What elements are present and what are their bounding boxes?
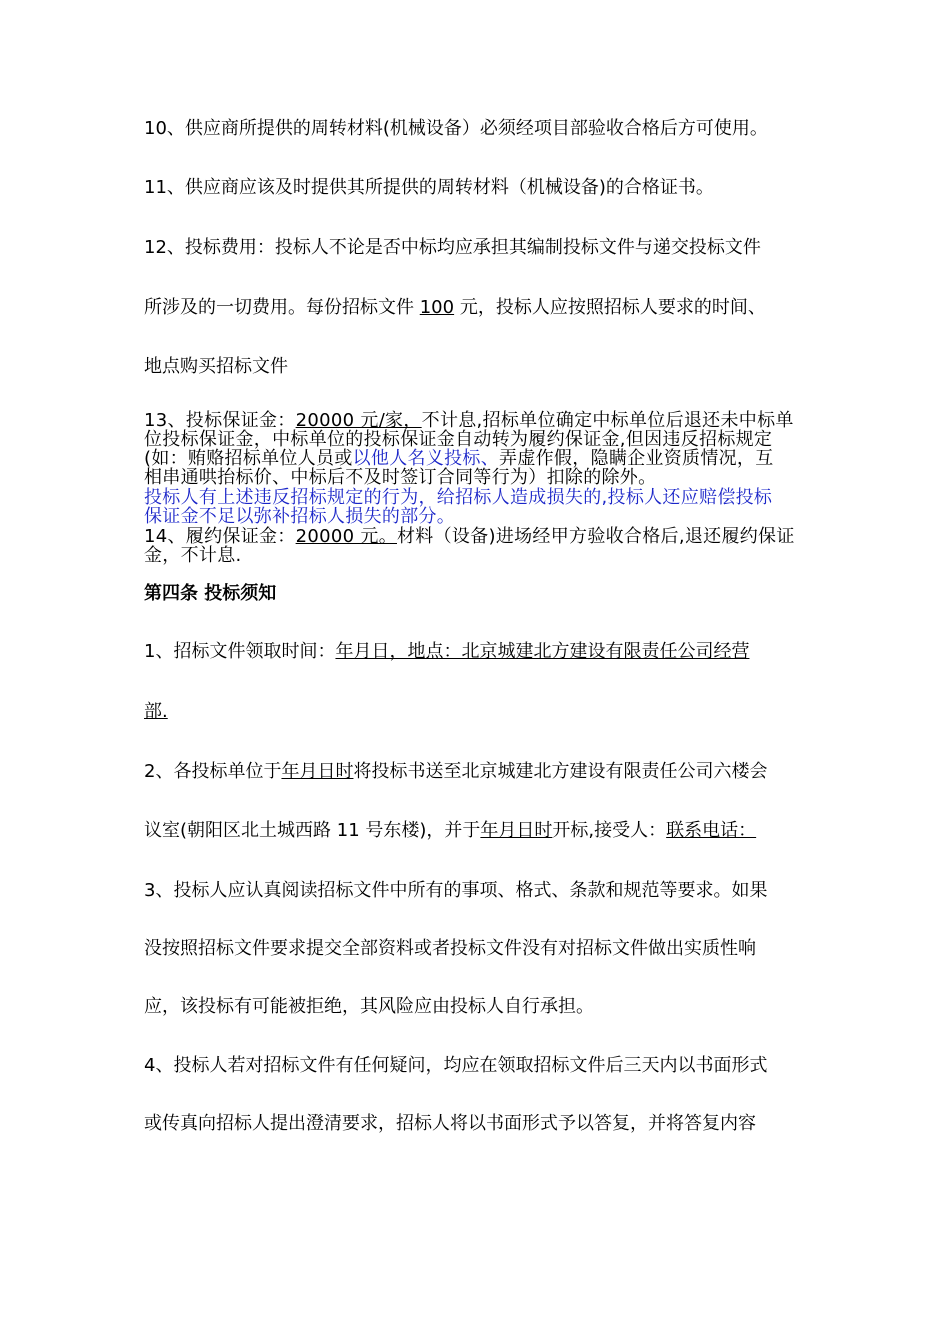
item-13-line-2: 位投标保证金，中标单位的投标保证金自动转为履约保证金,但因违反招标规定 [144,429,773,450]
collection-time-place: 年月日，地点：北京城建北方建设有限责任公司经营 [335,641,750,662]
item-12-line-1: 12、投标费用：投标人不论是否中标均应承担其编制投标文件与递交投标文件 [144,237,761,258]
notice-4-line-2: 或传真向招标人提出澄清要求，招标人将以书面形式予以答复，并将答复内容 [144,1113,756,1134]
notice-2-text: 2、各投标单位于 [144,761,282,782]
contact-phone: 联系电话： [666,820,757,841]
notice-1-line-2 [144,701,168,723]
document-fee: 100 [419,297,455,318]
item-13-line-5: 投标人有上述违反招标规定的行为，给招标人造成损失的,投标人还应赔偿投标 [144,487,773,508]
item-13-line-6: 保证金不足以弥补招标人损失的部分。 [144,506,456,527]
item-13-text: (如：贿赂招标单位人员或 [144,448,353,469]
performance-bond-amount: 20000 元。 [295,526,397,547]
item-11: 11、供应商应该及时提供其所提供的周转材料（机械设备)的合格证书。 [144,177,714,198]
notice-1-text: 1、招标文件领取时间： [144,641,336,662]
notice-2-line-2 [144,820,756,842]
item-13-text: 不计息,招标单位确定中标单位后退还未中标单 [421,410,794,431]
item-13-line-1 [144,411,794,430]
item-12-text: 所涉及的一切费用。每份招标文件 [144,297,420,318]
notice-2-text: 将投标书送至北京城建北方建设有限责任公司六楼会 [353,761,768,782]
bid-bond-amount: 20000 元/家， [295,410,422,431]
highlighted-text: 以他人名义投标、 [352,448,500,469]
notice-2-text: 议室(朝阳区北土城西路 11 号东楼)，并于 [144,820,481,841]
item-14-text: 14、履约保证金： [144,526,296,547]
notice-2-line-1 [144,761,767,783]
notice-3-line-3: 应，该投标有可能被拒绝，其风险应由投标人自行承担。 [144,996,594,1017]
item-12-line-3: 地点购买招标文件 [144,356,288,377]
item-13-text: 弄虚作假，隐瞒企业资质情况，互 [499,448,774,469]
item-13-line-4: 相串通哄抬标价、中标后不及时签订合同等行为）扣除的除外。 [144,467,657,488]
item-12-text: 元，投标人应按照招标人要求的时间、 [454,297,766,318]
collection-place-end: 部. [144,701,168,722]
item-10: 10、供应商所提供的周转材料(机械设备）必须经项目部验收合格后方可使用。 [144,118,768,139]
notice-2-text: 开标,接受人： [552,820,667,841]
item-13-line-3 [144,449,774,468]
item-13-text: 13、投标保证金： [144,410,296,431]
notice-3-line-2: 没按照招标文件要求提交全部资料或者投标文件没有对招标文件做出实质性响 [144,938,756,959]
item-14-line-1 [144,527,795,546]
notice-1-line-1 [144,641,749,663]
item-12-line-2 [144,297,766,319]
opening-time: 年月日时 [480,820,553,841]
section-title: 第四条 投标须知 [144,583,277,604]
submission-time: 年月日时 [281,761,354,782]
item-14-line-2: 金，不计息. [144,545,242,566]
notice-4-line-1: 4、投标人若对招标文件有任何疑问，均应在领取招标文件后三天内以书面形式 [144,1055,768,1076]
item-14-text: 材料（设备)进场经甲方验收合格后,退还履约保证 [397,526,795,547]
notice-3-line-1: 3、投标人应认真阅读招标文件中所有的事项、格式、条款和规范等要求。如果 [144,880,768,901]
